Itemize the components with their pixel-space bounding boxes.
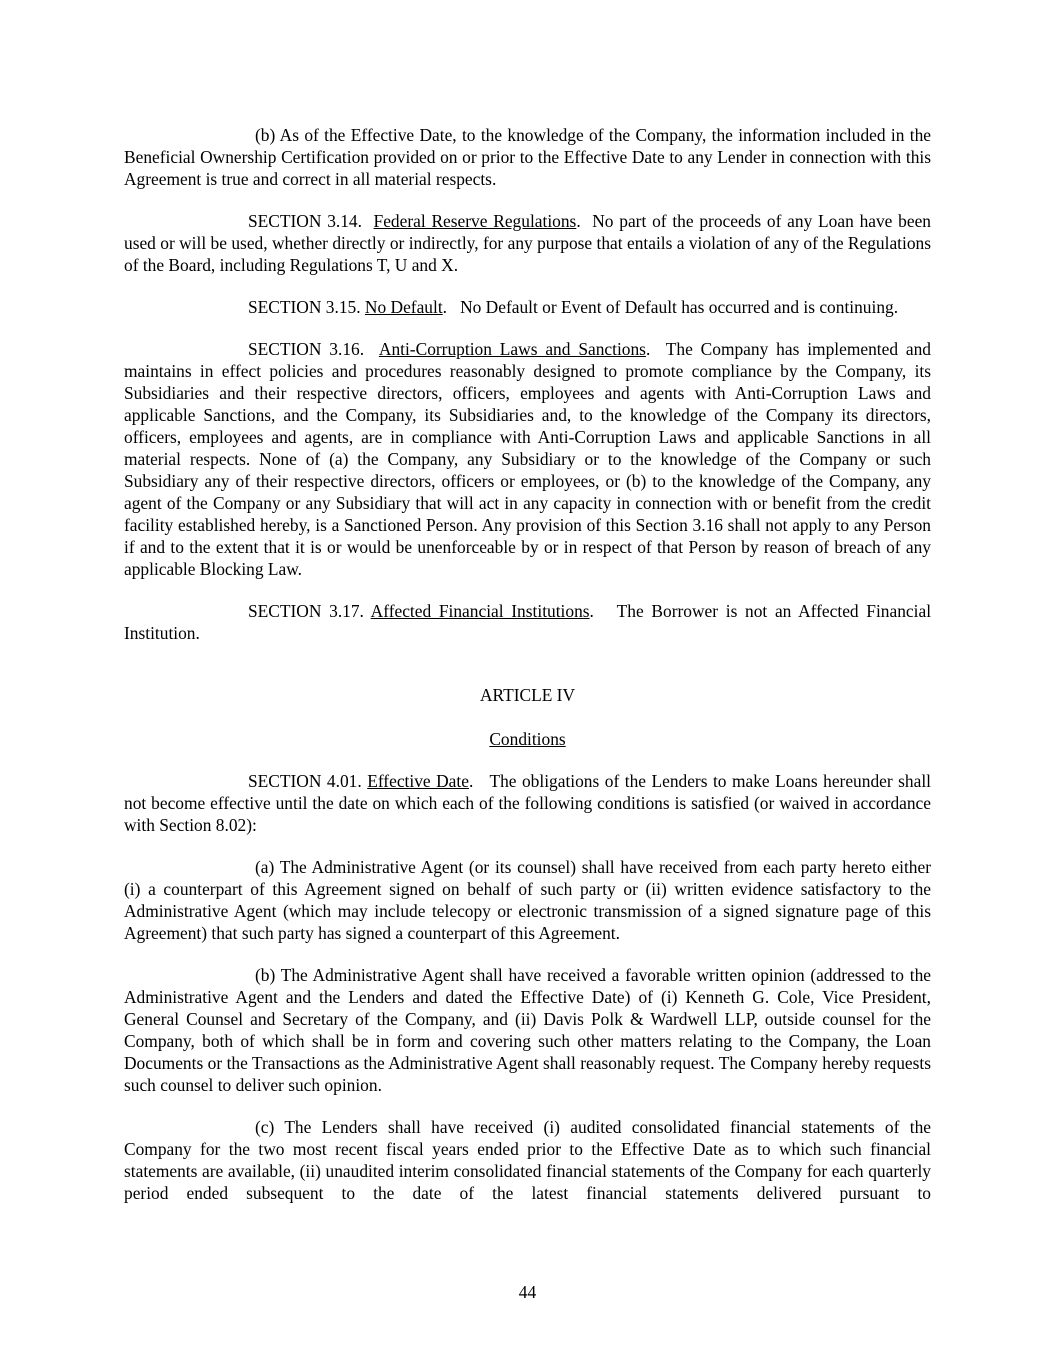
paragraph-4-01-a	[124, 856, 931, 944]
section-body: The Borrower is not an Affected Financial Institution.	[124, 601, 932, 643]
paragraph-4-01-c	[124, 1116, 931, 1204]
section-3-15: SECTION 3.15. No Default. No Default or Event of Default has occurred and is continuing.	[248, 297, 899, 317]
section-3-17: SECTION 3.17. Affected Financial Institutions. The Borrower is not an Affected Financial Institution.	[124, 601, 932, 643]
article-number: ARTICLE IV	[479, 685, 576, 705]
paragraph-text: (b) The Administrative Agent shall have received a favorable written opinion (addressed to the Administrative Agent and the Lenders and dated the Effective Date) of (i) Kenneth G. Cole, Vice President, General Counsel and Secretary of the Company, and (ii) Davis Polk & Wardwell LLP, outside counsel for the Company, both of which shall be in form and covering such other matters relating to the Company, the Loan Documents or the Transactions as the Administrative Agent shall reasonably request. The Company hereby requests such counsel to deliver such opinion.	[124, 965, 931, 1095]
paragraph-text: (a) The Administrative Agent (or its counsel) shall have received from each party hereto either (i) a counterpart of this Agreement signed on behalf of such party or (ii) written evidence satisfactory to the Administrative Agent (which may include telecopy or electronic transmission of a signed signature page of this Agreement) that such party has signed a counterpart of this Agreement.	[124, 857, 931, 943]
section-4-01: SECTION 4.01. Effective Date. The obligations of the Lenders to make Loans hereunder shall not become effective until the date on which each of the following conditions is satisfied (or waived in accordance with Section 8.02):	[124, 771, 931, 835]
section-title: Federal Reserve Regulations	[373, 211, 577, 231]
section-3-16: SECTION 3.16. Anti-Corruption Laws and Sanctions. The Company has implemented and maintains in effect policies and procedures reasonably designed to promote compliance by the Company, its Subsidiaries and their respective directors, officers, employees and agents with Anti-Corruption Laws and applicable Sanctions, and the Company, its Subsidiaries and, to the knowledge of the Company its directors, officers, employees and agents, are in compliance with Anti-Corruption Laws and applicable Sanctions in all material respects. None of (a) the Company, any Subsidiary or to the knowledge of the Company or such Subsidiary any of their respective directors, officers or employees, or (b) to the knowledge of the Company, any agent of the Company or any Subsidiary that will act in any capacity in connection with or benefit from the credit facility established hereby, is a Sanctioned Person. Any provision of this Section 3.16 shall not apply to any Person if and to the extent that it is or would be unenforceable by or in respect of that Person by reason of breach of any applicable Blocking Law.	[124, 339, 931, 579]
document-page	[124, 124, 931, 1224]
section-body: No part of the proceeds of any Loan have been used or will be used, whether directly or indirectly, for any purpose that entails a violation of any of the Regulations of the Board, including Regulations T, U and X.	[124, 211, 931, 275]
paragraph-3-13-b	[124, 124, 931, 190]
section-label: SECTION 3.14.	[248, 211, 362, 231]
section-label: SECTION 3.15.	[248, 297, 361, 317]
section-label: SECTION 4.01.	[248, 771, 362, 791]
page-number: 44	[518, 1282, 537, 1302]
paragraph-4-01-b	[124, 964, 931, 1096]
section-label: SECTION 3.17.	[248, 601, 364, 621]
paragraph-text: (c) The Lenders shall have received (i) audited consolidated financial statements of the Company for the two most recent fiscal years ended prior to the Effective Date as to which such financial statements are available, (ii) unaudited interim consolidated financial statements of the Company for each quarterly period ended subsequent to the date of the latest financial statements delivered pursuant to	[124, 1117, 931, 1203]
section-body: No Default or Event of Default has occurred and is continuing.	[460, 297, 899, 317]
section-title: Effective Date	[367, 771, 469, 791]
article-heading	[124, 728, 931, 750]
article-heading-text: Conditions	[489, 729, 566, 749]
section-body: The Company has implemented and maintains in effect policies and procedures reasonably designed to promote compliance by the Company, its Subsidiaries and their respective directors, officers, employees and agents with Anti-Corruption Laws and applicable Sanctions, and the Company, its Subsidiaries and, to the knowledge of the Company its directors, officers, employees and agents, are in compliance with Anti-Corruption Laws and applicable Sanctions in all material respects. None of (a) the Company, any Subsidiary or to the knowledge of the Company or such Subsidiary any of their respective directors, officers or employees, or (b) to the knowledge of the Company, any agent of the Company or any Subsidiary that will act in any capacity in connection with or benefit from the credit facility established hereby, is a Sanctioned Person. Any provision of this Section 3.16 shall not apply to any Person if and to the extent that it is or would be unenforceable by or in respect of that Person by reason of breach of any applicable Blocking Law.	[124, 339, 931, 579]
section-3-14: SECTION 3.14. Federal Reserve Regulations. No part of the proceeds of any Loan have been used or will be used, whether directly or indirectly, for any purpose that entails a violation of any of the Regulations of the Board, including Regulations T, U and X.	[124, 211, 931, 275]
section-title: Affected Financial Institutions	[370, 601, 590, 621]
section-title: Anti-Corruption Laws and Sanctions	[378, 339, 646, 359]
section-body: The obligations of the Lenders to make Loans hereunder shall not become effective until the date on which each of the following conditions is satisfied (or waived in accordance with Section 8.02):	[124, 771, 931, 835]
section-title: No Default	[364, 297, 443, 317]
paragraph-text: (b) As of the Effective Date, to the knowledge of the Company, the information included in the Beneficial Ownership Certification provided on or prior to the Effective Date to any Lender in connection with this Agreement is true and correct in all material respects.	[124, 125, 931, 189]
section-label: SECTION 3.16.	[248, 339, 365, 359]
